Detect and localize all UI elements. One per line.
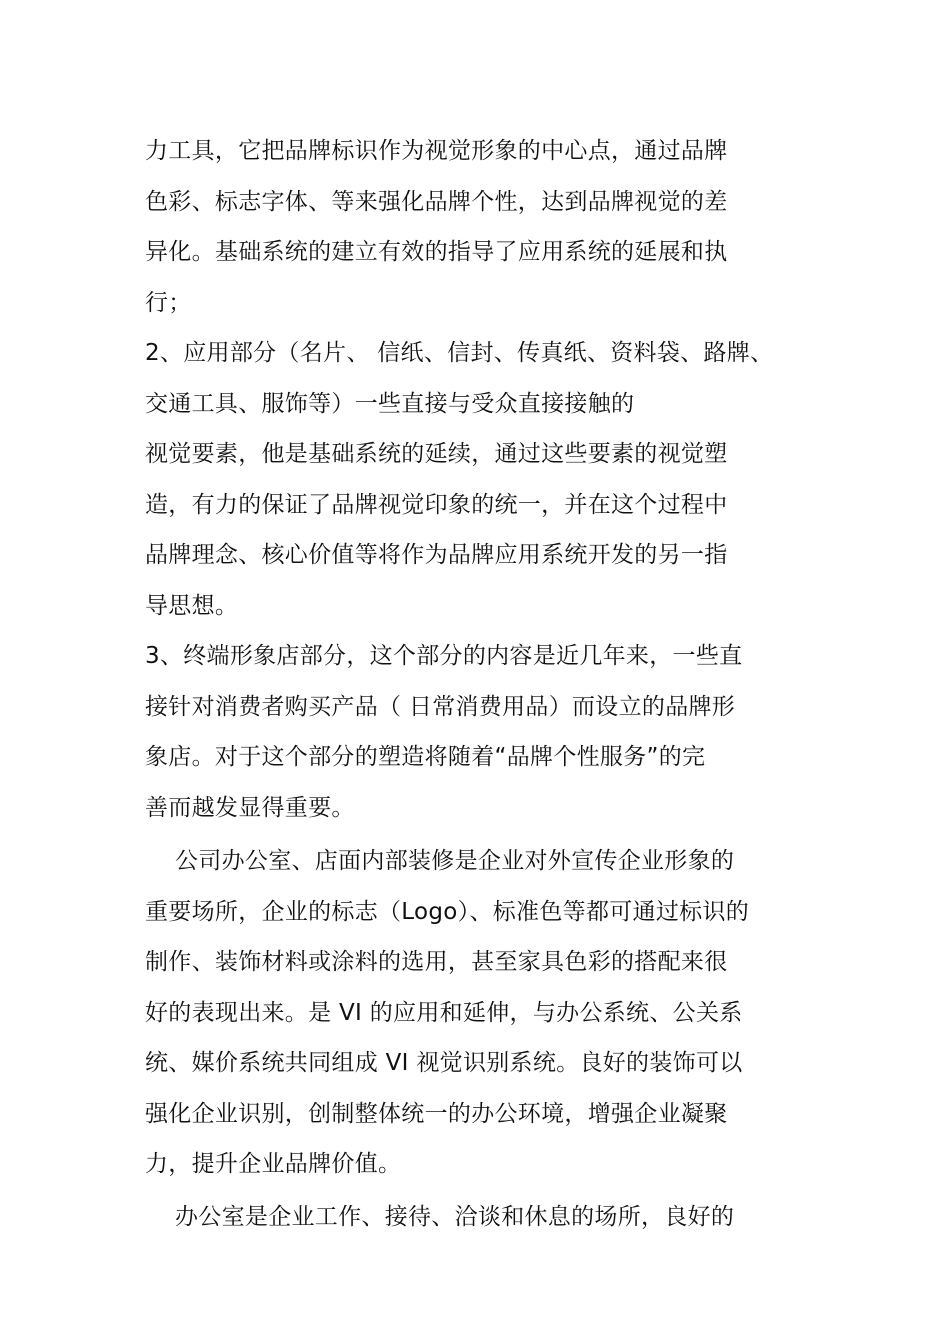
text-line: 异化。基础系统的建立有效的指导了应用系统的延展和执 [145, 239, 728, 265]
text-line: 行； [145, 289, 192, 316]
text-line: 2、应用部分（名片、 信纸、信封、传真纸、资料袋、路牌、 [145, 340, 774, 366]
text-line: 视觉要素，他是基础系统的延续，通过这些要素的视觉塑 [145, 441, 728, 467]
text-line: 3、终端形象店部分，这个部分的内容是近几年来，一些直 [145, 643, 743, 669]
text-line: 接针对消费者购买产品（ 日常消费用品）而设立的品牌形 [145, 693, 736, 720]
text-line: 办公室是企业工作、接待、洽谈和休息的场所，良好的 [175, 1203, 735, 1230]
text-line: 制作、装饰材料或涂料的选用，甚至家具色彩的搭配来很 [145, 949, 728, 975]
text-line: 品牌理念、核心价值等将作为品牌应用系统开发的另一指 [145, 542, 728, 568]
text-line: 善而越发显得重要。 [145, 794, 355, 821]
text-line: 力工具，它把品牌标识作为视觉形象的中心点，通过品牌 [145, 138, 728, 164]
text-line: 统、媒价系统共同组成 VI 视觉识别系统。良好的装饰可以 [145, 1050, 743, 1076]
text-line: 造，有力的保证了品牌视觉印象的统一，并在这个过程中 [145, 491, 728, 518]
text-line: 力，提升企业品牌价值。 [145, 1151, 402, 1177]
text-line: 色彩、标志字体、等来强化品牌个性，达到品牌视觉的差 [145, 188, 728, 215]
text-line: 导思想。 [145, 592, 239, 619]
text-line: 重要场所，企业的标志（Logo）、标准色等都可通过标识的 [145, 898, 750, 925]
text-line: 公司办公室、店面内部装修是企业对外宣传企业形象的 [175, 848, 735, 874]
text-line: 好的表现出来。是 VI 的应用和延伸，与办公系统、公关系 [145, 999, 743, 1026]
document-body [145, 126, 835, 1242]
text-line: 交通工具、服饰等）一些直接与受众直接接触的 [145, 390, 635, 417]
text-line: 象店。对于这个部分的塑造将随着“品牌个性服务”的完 [145, 744, 706, 770]
text-line: 强化企业识别，创制整体统一的办公环境，增强企业凝聚 [145, 1100, 728, 1127]
